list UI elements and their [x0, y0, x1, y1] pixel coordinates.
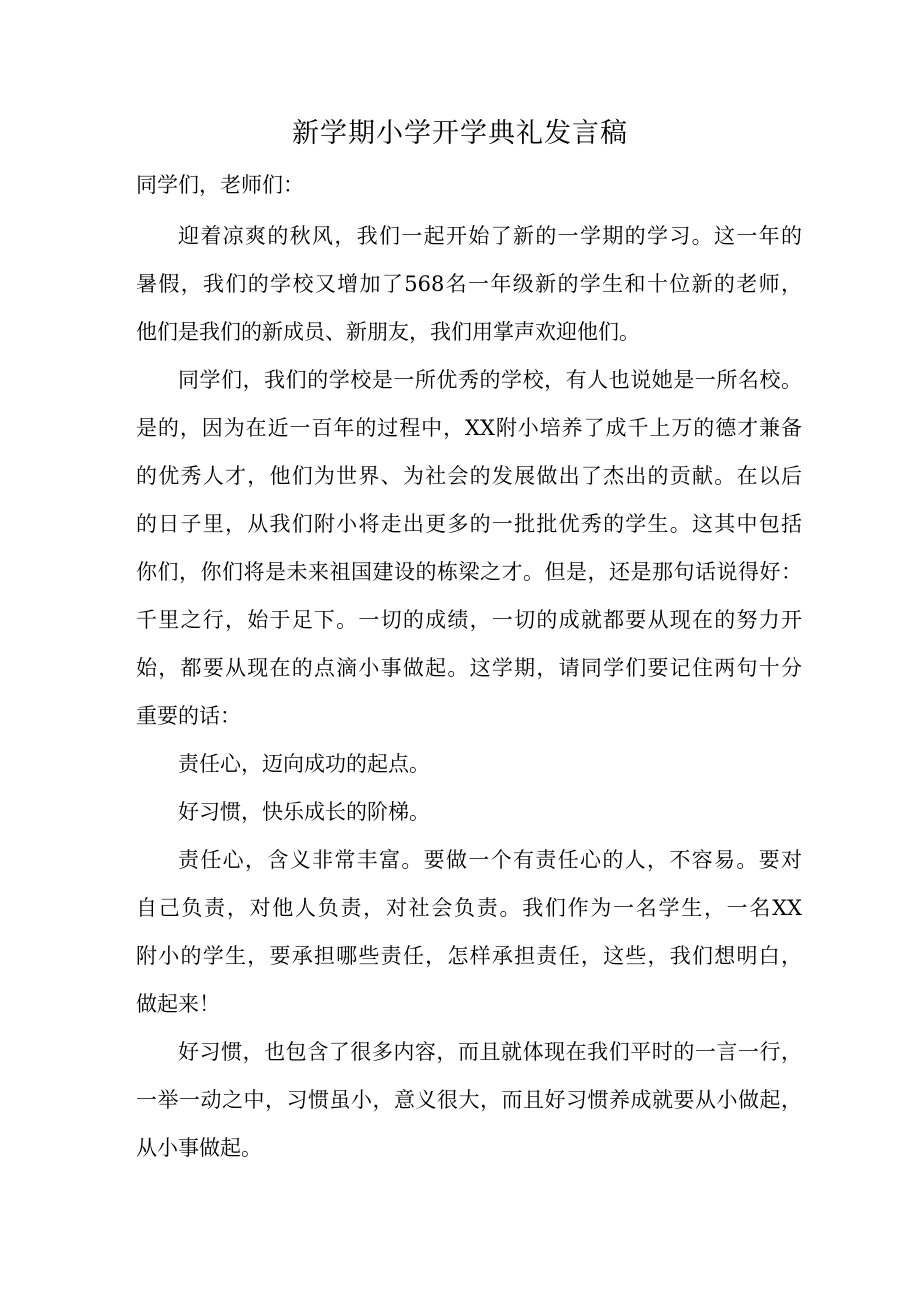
text-line: 的优秀人才，他们为世界、为社会的发展做出了杰出的贡献。在以后: [136, 464, 802, 488]
text-line: 好习惯，也包含了很多内容，而且就体现在我们平时的一言一行，: [178, 1040, 802, 1064]
text-line: 从小事做起。: [136, 1136, 262, 1160]
greeting-line: 同学们，老师们：: [136, 173, 304, 197]
text-line: 他们是我们的新成员、新朋友，我们用掌声欢迎他们。: [136, 320, 640, 344]
text-line: 重要的话：: [136, 704, 241, 728]
text-line: 迎着凉爽的秋风，我们一起开始了新的一学期的学习。这一年的: [178, 224, 802, 248]
text-line: 责任心，迈向成功的起点。: [178, 752, 430, 776]
paragraph-school: [136, 356, 802, 740]
document-title: 新学期小学开学典礼发言稿: [292, 118, 628, 149]
text-line: 暑假，我们的学校又增加了568名一年级新的学生和十位新的老师，: [136, 272, 802, 296]
text-line: 责任心，含义非常丰富。要做一个有责任心的人，不容易。要对: [178, 848, 802, 872]
paragraph-welcome: [136, 212, 802, 356]
text-line: 千里之行，始于足下。一切的成绩，一切的成就都要从现在的努力开: [136, 608, 802, 632]
text-line: 是的，因为在近一百年的过程中，XX附小培养了成千上万的德才兼备: [136, 416, 802, 440]
text-line: 的日子里，从我们附小将走出更多的一批批优秀的学生。这其中包括: [136, 512, 802, 536]
text-line: 自己负责，对他人负责，对社会负责。我们作为一名学生，一名XX: [136, 896, 802, 920]
text-line: 始，都要从现在的点滴小事做起。这学期，请同学们要记住两句十分: [136, 656, 802, 680]
text-line: 附小的学生，要承担哪些责任，怎样承担责任，这些，我们想明白，: [136, 944, 802, 968]
paragraph-motto-responsibility: [136, 740, 802, 788]
text-line: 你们，你们将是未来祖国建设的栋梁之才。但是，还是那句话说得好：: [136, 560, 802, 584]
text-line: 同学们，我们的学校是一所优秀的学校，有人也说她是一所名校。: [178, 368, 802, 392]
document-body: [136, 212, 802, 1172]
text-line: 好习惯，快乐成长的阶梯。: [178, 800, 430, 824]
text-line: 做起来！: [136, 992, 220, 1016]
paragraph-habits: [136, 1028, 802, 1172]
text-line: 一举一动之中，习惯虽小，意义很大，而且好习惯养成就要从小做起，: [136, 1088, 802, 1112]
paragraph-responsibility: [136, 836, 802, 1028]
paragraph-motto-habits: [136, 788, 802, 836]
